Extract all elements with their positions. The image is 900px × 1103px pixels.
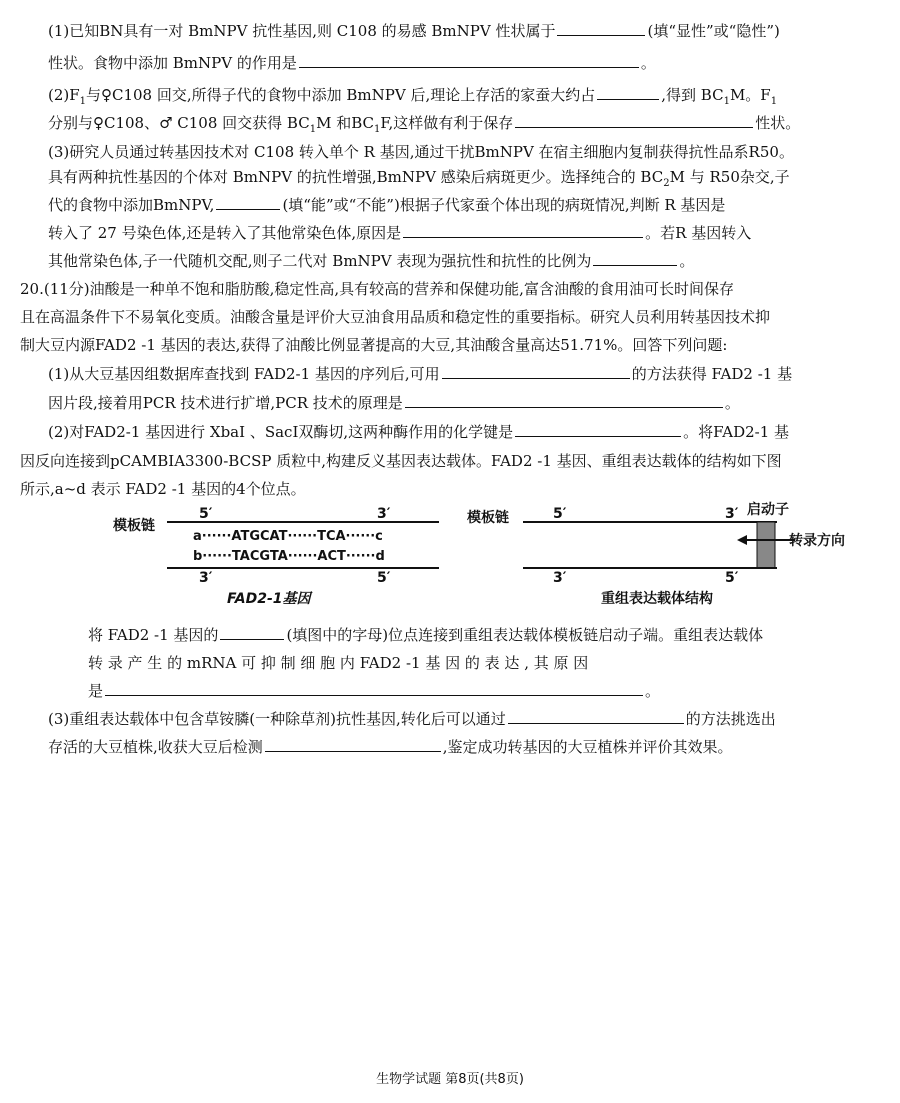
three-prime-bottom-right: 3′ [553, 570, 567, 586]
q19-part3-line5: 其他常染色体,子一代随机交配,则子二代对 BmNPV 表现为强抗性和抗性的比例为 。 [48, 252, 695, 270]
promoter-box [757, 522, 775, 568]
gene-vector-diagram [105, 500, 885, 620]
sequence-top: a······ATGCAT······TCA······c [193, 529, 383, 544]
q20-part2-line4: 将 FAD2 -1 基因的 (填图中的字母)位点连接到重组表达载体模板链启动子端。重组表达载体 [88, 626, 764, 644]
q20-part2-line5: 转 录 产 生 的 mRNA 可 抑 制 细 胞 内 FAD2 -1 基 因 的 表 达 , 其 原 因 [88, 654, 589, 672]
q20-part3-line2: 存活的大豆植株,收获大豆后检测 ,鉴定成功转基因的大豆植株并评价其效果。 [48, 738, 733, 756]
template-label-right: 模板链 [467, 510, 509, 526]
q20-intro-line3: 制大豆内源FAD2 -1 基因的表达,获得了油酸比例显著提高的大豆,其油酸含量高达51.71%。回答下列问题: [20, 336, 728, 354]
page-footer: 生物学试题 第8页(共8页) [376, 1072, 524, 1087]
q19-part3-line4: 转入了 27 号染色体,还是转入了其他常染色体,原因是 。若R 基因转入 [48, 224, 752, 242]
answer-blank[interactable] [220, 624, 284, 640]
q20-intro-line1: 20.(11分)油酸是一种单不饱和脂肪酸,稳定性高,具有较高的营养和保健功能,富含油酸的食用油可长时间保存 [20, 280, 734, 298]
q20-part2-line6: 是 。 [88, 682, 661, 700]
answer-blank[interactable] [405, 392, 723, 408]
answer-blank[interactable] [557, 20, 645, 36]
diagram-svg [105, 500, 885, 620]
five-prime-top-right: 5′ [553, 506, 567, 522]
q19-part2-line1: $(2)F_1$与♀C108 回交,所得子代的食物中添加 BmNPV 后,理论上存活的家蚕大约占 ,得到 $BC_1M$。$F_1$ [48, 86, 778, 107]
answer-blank[interactable] [515, 421, 681, 437]
answer-blank[interactable] [299, 52, 639, 68]
promoter-label: 启动子 [747, 502, 789, 518]
answer-blank[interactable] [597, 84, 659, 100]
answer-blank[interactable] [216, 194, 280, 210]
q20-intro-line2: 且在高温条件下不易氧化变质。油酸含量是评价大豆油食用品质和稳定性的重要指标。研究人员利用转基因技术抑 [20, 308, 771, 326]
answer-blank[interactable] [508, 708, 684, 724]
five-prime-bottom-right: 5′ [725, 570, 739, 586]
gene-caption: FAD2-1基因 [227, 591, 311, 607]
five-prime-top-left: 5′ [199, 506, 213, 522]
direction-arrowhead [737, 535, 747, 545]
answer-blank[interactable] [265, 736, 441, 752]
q19-part3-line2: 具有两种抗性基因的个体对 BmNPV 的抗性增强,BmNPV 感染后病斑更少。选择纯合的 $BC_2M$ 与 R50杂交,子 [48, 168, 790, 189]
q20-part1-line1: (1)从大豆基因组数据库查找到 FAD2-1 基因的序列后,可用 的方法获得 FAD2 -1 基 [48, 365, 793, 383]
vector-caption: 重组表达载体结构 [601, 591, 713, 607]
q20-part3-line1: (3)重组表达载体中包含草铵膦(一种除草剂)抗性基因,转化后可以通过 的方法挑选出 [48, 710, 776, 728]
q20-part2-line2: 因反向连接到pCAMBIA3300-BCSP 质粒中,构建反义基因表达载体。FAD2 -1 基因、重组表达载体的结构如下图 [20, 452, 782, 470]
q20-part1-line2: 因片段,接着用PCR 技术进行扩增,PCR 技术的原理是 。 [48, 394, 740, 412]
three-prime-bottom-left: 3′ [199, 570, 213, 586]
q19-part1-line1: (1)已知BN具有一对 BmNPV 抗性基因,则 C108 的易感 BmNPV 性状属于 (填“显性”或“隐性”) [48, 22, 780, 40]
answer-blank[interactable] [105, 680, 643, 696]
five-prime-bottom-left: 5′ [377, 570, 391, 586]
answer-blank[interactable] [593, 250, 677, 266]
template-label-left: 模板链 [113, 518, 155, 534]
answer-blank[interactable] [515, 112, 753, 128]
q20-part2-line1: (2)对FAD2-1 基因进行 XbaⅠ 、SacⅠ双酶切,这两种酶作用的化学键是 。将FAD2-1 基 [48, 423, 790, 441]
q19-part3-line1: (3)研究人员通过转基因技术对 C108 转入单个 R 基因,通过干扰BmNPV 在宿主细胞内复制获得抗性品系R50。 [48, 143, 794, 161]
answer-blank[interactable] [403, 222, 643, 238]
q19-part1-line2: 性状。食物中添加 BmNPV 的作用是 。 [48, 54, 656, 72]
sequence-bottom: b······TACGTA······ACT······d [193, 549, 385, 564]
q19-part2-line2: 分别与♀C108、♂ C108 回交获得 $BC_1M$ 和$BC_1F$,这样做有利于保存 性状。 [48, 114, 801, 135]
three-prime-top-right: 3′ [725, 506, 739, 522]
three-prime-top-left: 3′ [377, 506, 391, 522]
answer-blank[interactable] [442, 363, 630, 379]
q19-part3-line3: 代的食物中添加BmNPV, (填“能”或“不能”)根据子代家蚕个体出现的病斑情况,判断 R 基因是 [48, 196, 726, 214]
direction-label: 转录方向 [789, 533, 845, 549]
q20-part2-line3: 所示,a~d 表示 FAD2 -1 基因的4个位点。 [20, 480, 306, 498]
